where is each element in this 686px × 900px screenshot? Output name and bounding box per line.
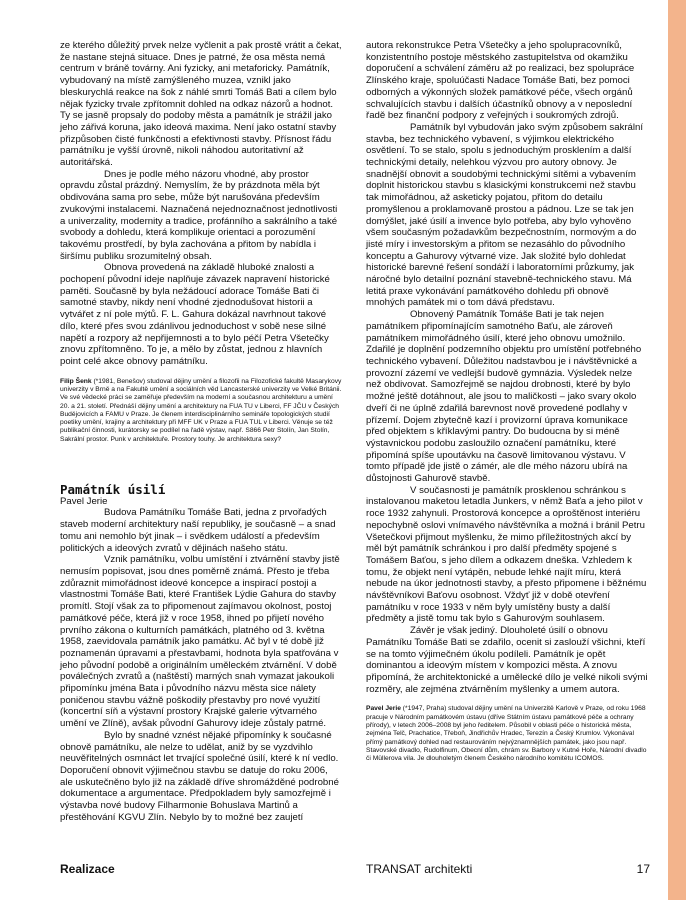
author-bio-jerie [366,705,648,763]
page-number: 17 [636,862,650,876]
paragraph: Závěr je však jediný. Dlouholeté úsilí o obnovu Památníku Tomáše Bati se zdařilo, ocenit si zaslouží všichni, kteří se na tomto výjimečném úkolu podíleli. Památník je opět dominantou a ideovým místem v kompozici města. A znovu připomíná, že architektonické a umělecké dílo je velké nikoli svými rozměry, ale zejména ztvárněním myšlenky a umem autora. [366,625,648,695]
bio-name: Pavel Jerie [366,705,401,713]
paragraph: ze kterého důležitý prvek nelze vyčlenit a pak prostě vrátit a čekat, že nastane stejná situace. Dnes je patrné, že osa města nemá centrum v bráně továrny. Ani fyzicky, ani metaforicky. Památník, vybudovaný na místě zamýšleného muzea, vznikl jako bleskurychlá reakce na šok z náhlé smrti Tomáš Bati a cílem bylo nějak fyzicky trvale zpřítomnit dohled na odkaz názorů a hodnot. Ty se jasně propsaly do podoby města a památník je strážil jako jeho zářivá koruna, jako ideová maxima. Není jako ostatní stavby přizpůsoben čisté funkčnosti a efektivnosti stavby. Přísnost řádu památníku je vyšší úrovně, nikoli náhodou autoritativní až autoritářská. [60,40,342,169]
paragraph: Památník byl vybudován jako svým způsobem sakrální stavba, bez technického vybavení, s výjimkou elektrického osvětlení. To se stalo, spolu s jednoduchým prosklením a další technickými detaily, nelehkou výzvou pro autory obnovy. Je snadnější obnovit a soudobými technickými sítěmi a vybavením doplnit historickou stavbu s klasickými konstrukcemi než stavbu tak mimořádnou, až asketicky pojatou, přitom do detailu promyšlenou a proklamovaně prostou a pádnou. Lze se tak jen domýšlet, jaké úsilí a invence bylo potřeba, aby bylo vyhověno všem současným požadavkům bezpečnostním, normovým a do jisté míry i investorským a přitom se nezasáhlo do původního konceptu a Gahurovy výtvarné vize. Jak složité bylo dohledat historické barevné řešení sondáží i laboratorními průzkumy, jak náročné bylo detailní poznání stavebně-technického stavu. Má letitá praxe vykonávání památkového dohledu při obnově mnohých památek mi o tom dává představu. [366,121,644,309]
paragraph: Obnovený Památník Tomáše Bati je tak nejen památníkem připomínajícím samotného Baťu, ale zároveň památníkem mimořádného úsilí, které jeho obnovu umožnilo. Zdařilé je doplnění podzemního objektu pro umístění potřebného technického vybavení. Důležitou nadstavbou je i návštěvnické a provozní zázemí ve vedlejší budově gymnázia. Výsledek nelze než obdivovat. Samozřejmě se najdou drobnosti, které by bylo možné ještě dotáhnout, ale jsou to maličkosti – jako svary okolo dveří či ne úplně zdařilá barevnost nově provedené podlahy v přízemí. Dojem zbytečně kazí i provizorní úprava komunikace před objektem s kříklavými pantry. Do budoucna by si méně výstavnickou podobu zasloužilo označení památníku, které připomíná spíše upoutávku na časově limitovanou výstavu. V tomto případě jde jistě o zámér, ale dle mého názoru ubírá na důstojnosti Gahurově stavbě. [366,309,642,485]
left-column [60,40,343,823]
paragraph: Vznik památníku, volbu umístění i ztvárnění stavby jistě nemusím popisovat, jsou dnes poměrně známá. Přesto je třeba zdůraznit mimořádnost ideové koncepce a inspirací postoji a vlastnostmi Tomáše Bati, které František Lýdie Gahura do stavby promítl. Stojí však za to připomenout zajímavou okolnost, postoj památkové péče, která již v roce 1958, ihned po přijetí nového prvního zákona o kulturních památkách, platného od 3. května 1958, zaevidovala památník jako památku. Ač byl v té době již poznamenán úpravami a přestavbami, hodnota byla spatřována v jeho původní podobě a originálním uměleckém ztvárnění. V době poválečných zvratů a (naštěstí) marných snah vymazat jakoukoli připomínku jména Bata i původního názvu města sice nálety poničenou stavbu vážně poškodily přestavby pro nové využití (koncertní síň a výstavní prostory Krajské galerie výtvarného umění ve Zlíně), avšak původní Gahurovy ideje zůstaly patrné. [60,554,340,730]
paragraph: Obnova provedená na základě hluboké znalosti a pochopení původní ideje naplňuje závazek napravení historické paměti. Současně by byla nežádoucí adorace Tomáše Bati či samotné stavby, nikdy není vhodné zjednodušovat historii a vytvářet z ní pole mýtů. F. L. Gahura dokázal navrhnout takové dílo, které přes svou zdánlivou jednoduchost v sobě nese silné napětí a rozpory až nepřijemnosti a to bylo péčí Petra Všetečky znovu zpřítomněno. To je, a mělo by zůstat, jednou z hlavních point celé akce obnovy památníku. [60,262,330,367]
author-bio-senk [60,378,343,444]
footer-section: Realizace [60,862,115,876]
page-footer [0,862,668,882]
article-header [60,484,343,507]
article-author: Pavel Jerie [60,495,108,507]
bio-text: (*1947, Praha) studoval dějiny umění na Univerzitě Karlově v Praze, od roku 1968 pracuje v Národním památkovém ústavu (dříve Státním ústavu památkové péče a ochrany přírody), v letech 2006–2008 byl jeho ředitelem. Působil v oblasti péče o historická města, zejména Telč, Prachatice, Třeboň, Jindřichův Hradec, Terezín a Český Krumlov. Vykonával přímý památkový dohled nad restaurováním nejvýznamnějších památek, jako jsou např. Stavovské divadlo, Rudolfinum, Obecní dům, chrám sv. Barbory v Kutné Hoře, Národní divadlo či Müllerova vila. Je dlouholetým členem Českého národního komitétu ICOMOS. [366,705,647,763]
paragraph: Dnes je podle mého názoru vhodné, aby prostor opravdu zůstal prázdný. Nemyslím, že by prázdnota měla být obdivována sama pro sebe, může být narušována především zvukovými instalacemi. Naznačená nejednoznačnost jednotlivosti a univerzality, modernity a tradice, profánního a sakrálního a také svobody a dohledu, která komplikuje orientaci a porozumění takovému prostředí, by byla zachována a přitom by nabídla i širšímu publiku srozumitelný obsah. [60,168,338,262]
paragraph: V současnosti je památník prosklenou schránkou s instalovanou maketou letadla Junkers, v němž Baťa a jeho pilot v roce 1932 zahynuli. Prostorová koncepce a oproštěnost interiéru nepochybně oslovi vnímavého návštěvníka a možná i bránil Petru Všetečkovi přijmout myšlenku, že mimo příležitostných akcí by měl být památník schránkou i pro další předměty spojené s Tomášem Baťou, s jeho dílem a odkazem dneška. Vzhledem k tomu, že objekt není vytápěn, nebude lehké najít míru, která nebude na úkor jednotnosti stavby, a přesto připomene i běžnému návštěvníkovi Baťovu osobnost. Vždyť již v době otevření památníku v roce 1933 v něm byly umístěny busty a další předměty a jistě tomu tak bylo s Gahurovým souhlasem. [366,484,647,625]
bio-text: (*1981, Benešov) studoval dějiny umění a filozofii na Filozofické fakultě Masarykovy univerzity v Brně a na Fakultě umění a sociálních věd Lancasterské univerzity ve Velké Británii. Ve své vědecké práci se zaměřuje především na moderní a současnou architekturu a umění 20. a 21. století. Přednáší dějiny umění a architektury na FUA TU v Liberci, FF JČU v Českých Budějovicích a FAMU v Praze. Je členem interdisciplinárního semináře topologických studií poetiky umění, krajiny a architektury při MFF UK v Praze a FUA TUL v Liberci. Věnuje se též publikační činnosti, kurátorsky se podílel na řadě výstav, např. S866 Petr Stolín, Jan Stolín, Sakrální prostor. Punk v architektuře. Prostory touhy. Je architektura sexy? [60,377,342,443]
right-column [366,40,648,763]
bio-name: Filip Šenk [60,377,92,385]
paragraph: Bylo by snadné vznést nějaké připomínky k současné obnově památníku, ale nelze to udělat, aniž by se vyzdvihlo neuvěřitelných osmnáct let trvající společné úsilí, které k ní vedlo. Doporučení obnovit výjimečnou stavbu se datuje do roku 2006, ale uskutečněno bylo již na základě dříve shromážděné podrobné dokumentace a argumentace. Předpokladem byly samozřejmě i výstavba nové budovy Filharmonie Bohuslava Martinů a přestěhování KGVU Zlín. Nebylo by to možné bez zaujetí [60,729,339,823]
paragraph: autora rekonstrukce Petra Všetečky a jeho spolupracovníků, konzistentního postoje městského zastupitelstva od okamžiku doporučení a schválení záměru až po realizaci, bez spolupráce Zlínského kraje, spoluúčasti Nadace Tomáše Bati, bez pomoci odborných a výkonných složek památkové péče, všech orgánů schvalujících stavbu i dalších účastníků obnovy a v neposlední řadě bez finanční podpory z veřejných i soukromých zdrojů. [366,40,635,122]
article-title: Památník úsilí [60,482,166,498]
paragraph: Budova Památníku Tomáše Bati, jedna z prvořadých staveb moderní architektury naší republiky, je současně – a snad tomu ani nemohlo být jinak – i svědkem událostí a především politických a ideových zvratů v dějinách našeho státu. [60,507,336,554]
footer-magazine: TRANSAT architekti [366,862,473,876]
